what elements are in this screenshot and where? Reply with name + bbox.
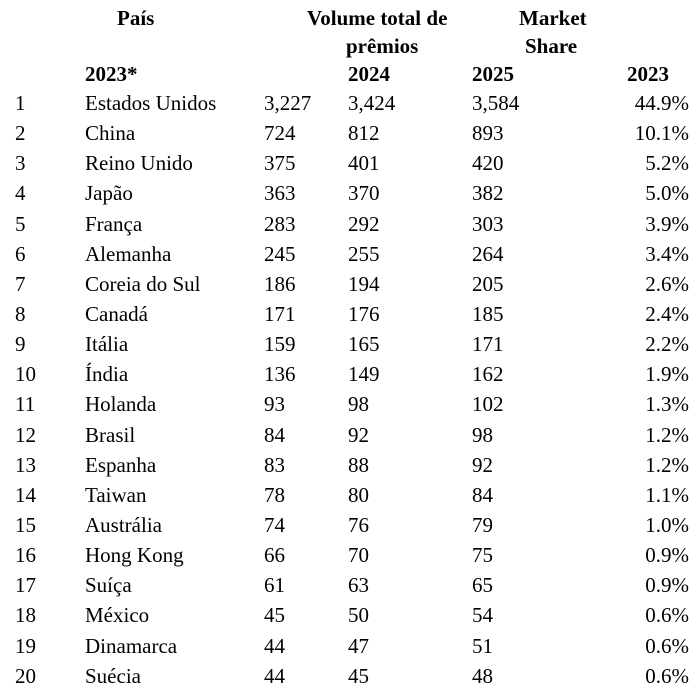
volume-2024-cell: 255 [348, 241, 380, 266]
volume-2024-cell: 98 [348, 392, 369, 417]
table-row [0, 543, 699, 573]
volume-2025-cell: 420 [472, 151, 504, 176]
table-row [0, 272, 699, 302]
volume-2025-cell: 382 [472, 181, 504, 206]
volume-2025-cell: 185 [472, 301, 504, 326]
country-cell: Hong Kong [85, 543, 184, 568]
market-share-cell: 3.9% [645, 211, 689, 236]
header-year-2025: 2025 [472, 62, 514, 86]
market-share-cell: 5.0% [645, 181, 689, 206]
header-volume-line1: Volume total de [307, 6, 448, 30]
volume-2024-cell: 80 [348, 482, 369, 507]
market-share-cell: 3.4% [645, 241, 689, 266]
rank-cell: 10 [15, 362, 36, 387]
rank-cell: 17 [15, 573, 36, 598]
volume-2023-cell: 45 [264, 603, 285, 628]
volume-2023-cell: 186 [264, 271, 296, 296]
volume-2023-cell: 283 [264, 211, 296, 236]
market-share-cell: 0.9% [645, 543, 689, 568]
volume-2023-cell: 44 [264, 663, 285, 688]
table-row [0, 603, 699, 633]
rank-cell: 11 [15, 392, 36, 417]
rank-cell: 15 [15, 512, 36, 537]
volume-2025-cell: 48 [472, 663, 493, 688]
volume-2025-cell: 65 [472, 573, 493, 598]
volume-2023-cell: 363 [264, 181, 296, 206]
volume-2025-cell: 98 [472, 422, 493, 447]
volume-2024-cell: 3,424 [348, 91, 396, 115]
volume-2024-cell: 194 [348, 271, 380, 296]
volume-2024-cell: 165 [348, 332, 380, 357]
volume-2025-cell: 171 [472, 332, 504, 357]
volume-2025-cell: 162 [472, 362, 504, 387]
rank-cell: 16 [15, 543, 36, 568]
table-row [0, 634, 699, 664]
country-cell: Itália [85, 332, 129, 357]
volume-2025-cell: 54 [472, 603, 493, 628]
country-cell: China [85, 121, 136, 146]
country-cell: Coreia do Sul [85, 271, 201, 296]
volume-2024-cell: 149 [348, 362, 380, 387]
table-row [0, 513, 699, 543]
country-cell: Espanha [85, 452, 157, 477]
volume-2024-cell: 47 [348, 633, 369, 658]
rank-cell: 3 [15, 151, 26, 176]
header-year-2023: 2023* [85, 62, 138, 86]
rank-cell: 20 [15, 663, 36, 688]
header-market-line1: Market [519, 6, 587, 30]
market-share-cell: 1.0% [645, 512, 689, 537]
market-share-cell: 44.9% [634, 91, 689, 115]
rank-cell: 19 [15, 633, 36, 658]
country-cell: Reino Unido [85, 151, 193, 176]
country-cell: México [85, 603, 150, 628]
volume-2025-cell: 51 [472, 633, 493, 658]
volume-2024-cell: 70 [348, 543, 369, 568]
volume-2025-cell: 102 [472, 392, 504, 417]
volume-2024-cell: 76 [348, 512, 369, 537]
volume-2024-cell: 176 [348, 301, 380, 326]
market-share-cell: 5.2% [645, 151, 689, 176]
header-pais: País [117, 6, 155, 30]
volume-2024-cell: 50 [348, 603, 369, 628]
volume-2025-cell: 3,584 [472, 91, 520, 115]
rank-cell: 12 [15, 422, 36, 447]
volume-2024-cell: 45 [348, 663, 369, 688]
table-row [0, 332, 699, 362]
market-share-cell: 0.6% [645, 663, 689, 688]
country-cell: Suíça [85, 573, 132, 598]
table-row [0, 423, 699, 453]
volume-2025-cell: 264 [472, 241, 504, 266]
rank-cell: 14 [15, 482, 36, 507]
table-row [0, 483, 699, 513]
volume-2024-cell: 401 [348, 151, 380, 176]
volume-2023-cell: 78 [264, 482, 285, 507]
volume-2023-cell: 245 [264, 241, 296, 266]
table-row [0, 362, 699, 392]
volume-2025-cell: 84 [472, 482, 493, 507]
rank-cell: 9 [15, 332, 26, 357]
volume-2025-cell: 92 [472, 452, 493, 477]
country-cell: Suécia [85, 663, 141, 688]
market-share-cell: 2.4% [645, 301, 689, 326]
table-row [0, 151, 699, 181]
volume-2023-cell: 93 [264, 392, 285, 417]
rank-cell: 5 [15, 211, 26, 236]
table-row [0, 121, 699, 151]
rank-cell: 8 [15, 301, 26, 326]
volume-2023-cell: 61 [264, 573, 285, 598]
volume-2023-cell: 74 [264, 512, 285, 537]
header-share-year: 2023 [627, 62, 669, 86]
market-share-cell: 0.6% [645, 603, 689, 628]
table-row [0, 181, 699, 211]
table-row [0, 453, 699, 483]
volume-2023-cell: 171 [264, 301, 296, 326]
table-row [0, 573, 699, 603]
market-share-cell: 1.9% [645, 362, 689, 387]
volume-2023-cell: 159 [264, 332, 296, 357]
table-row [0, 664, 699, 694]
volume-2024-cell: 370 [348, 181, 380, 206]
country-cell: França [85, 211, 143, 236]
rank-cell: 18 [15, 603, 36, 628]
market-share-cell: 10.1% [634, 121, 689, 146]
header-market-line2: Share [525, 34, 578, 58]
market-share-cell: 2.6% [645, 271, 689, 296]
market-share-cell: 0.9% [645, 573, 689, 598]
table-row [0, 212, 699, 242]
volume-2024-cell: 63 [348, 573, 369, 598]
country-cell: Austrália [85, 512, 162, 537]
volume-2023-cell: 375 [264, 151, 296, 176]
country-cell: Japão [85, 181, 133, 206]
table-row [0, 392, 699, 422]
table-row [0, 302, 699, 332]
volume-2024-cell: 292 [348, 211, 380, 236]
country-cell: Índia [85, 362, 129, 387]
header-volume-line2: prêmios [346, 34, 419, 58]
country-cell: Estados Unidos [85, 91, 217, 115]
volume-2023-cell: 66 [264, 543, 285, 568]
market-share-cell: 1.2% [645, 422, 689, 447]
country-cell: Dinamarca [85, 633, 178, 658]
table-body [0, 91, 699, 694]
rank-cell: 13 [15, 452, 36, 477]
rank-cell: 6 [15, 241, 26, 266]
volume-2025-cell: 893 [472, 121, 504, 146]
rank-cell: 4 [15, 181, 26, 206]
rank-cell: 1 [15, 91, 26, 115]
volume-2023-cell: 44 [264, 633, 285, 658]
volume-2023-cell: 83 [264, 452, 285, 477]
market-share-cell: 2.2% [645, 332, 689, 357]
volume-2023-cell: 136 [264, 362, 296, 387]
volume-2023-cell: 84 [264, 422, 285, 447]
volume-2023-cell: 3,227 [264, 91, 312, 115]
header-year-2024: 2024 [348, 62, 390, 86]
volume-2024-cell: 812 [348, 121, 380, 146]
rank-cell: 2 [15, 121, 26, 146]
country-cell: Holanda [85, 392, 157, 417]
volume-2023-cell: 724 [264, 121, 296, 146]
table-row [0, 242, 699, 272]
volume-2024-cell: 88 [348, 452, 369, 477]
country-cell: Brasil [85, 422, 136, 447]
country-cell: Canadá [85, 301, 148, 326]
market-share-cell: 1.3% [645, 392, 689, 417]
volume-2025-cell: 75 [472, 543, 493, 568]
market-share-cell: 0.6% [645, 633, 689, 658]
volume-2025-cell: 303 [472, 211, 504, 236]
country-cell: Alemanha [85, 241, 172, 266]
rank-cell: 7 [15, 271, 26, 296]
market-share-cell: 1.2% [645, 452, 689, 477]
table-row [0, 91, 699, 121]
volume-2025-cell: 79 [472, 512, 493, 537]
country-cell: Taiwan [85, 482, 147, 507]
market-share-cell: 1.1% [645, 482, 689, 507]
volume-2024-cell: 92 [348, 422, 369, 447]
volume-2025-cell: 205 [472, 271, 504, 296]
